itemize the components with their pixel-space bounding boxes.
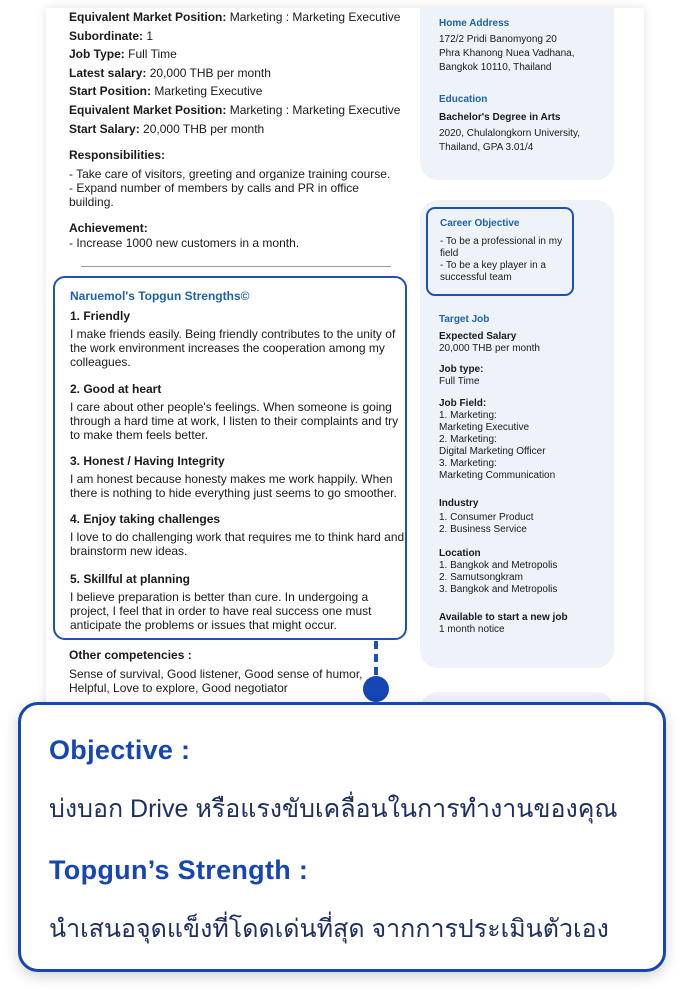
- job-type: Full Time: [439, 376, 480, 387]
- job-field-line: 1. Marketing:: [439, 410, 497, 421]
- education-title: Education: [439, 94, 488, 105]
- strength-heading: 4. Enjoy taking challenges: [70, 512, 221, 526]
- connector-dot: [363, 676, 389, 702]
- expected-salary-label: Expected Salary: [439, 331, 517, 342]
- strength-text: I care about other people's feelings. When someone is going through a hard time at work, I listen to their complaints and try to make them feels better.: [70, 400, 399, 442]
- strengths-title: Naruemol's Topgun Strengths©: [70, 289, 250, 303]
- location-label: Location: [439, 548, 481, 559]
- strength-item: [70, 454, 406, 500]
- entry-row: Equivalent Market Position: Marketing : Marketing Executive: [69, 102, 401, 117]
- strength-heading: 5. Skillful at planning: [70, 572, 191, 586]
- address-line: 172/2 Pridi Banomyong 20: [439, 34, 557, 45]
- job-field-line: Marketing Communication: [439, 470, 556, 481]
- strength-title: Topgun’s Strength :: [49, 855, 309, 885]
- connector-line: [374, 641, 378, 677]
- entry-row: Start Salary: 20,000 THB per month: [69, 121, 265, 136]
- job-field-label: Job Field:: [439, 398, 487, 409]
- location-line: 1. Bangkok and Metropolis: [439, 560, 558, 571]
- education-line: Thailand, GPA 3.01/4: [439, 142, 534, 153]
- strength-item: [70, 382, 406, 442]
- job-type-label: Job type:: [439, 364, 484, 375]
- home-address: [439, 17, 609, 75]
- industry-label: Industry: [439, 498, 479, 509]
- strength-text: นำเสนอจุดแข็งที่โดดเด่นที่สุด จากการประเมินตัวเอง: [49, 915, 609, 943]
- target-job-title: Target Job: [439, 314, 490, 325]
- available-notice: 1 month notice: [439, 624, 505, 635]
- address-line: Phra Khanong Nuea Vadhana,: [439, 48, 575, 59]
- education-degree: Bachelor's Degree in Arts: [439, 112, 561, 123]
- career-objective-line: - To be a professional in my field: [440, 236, 563, 259]
- job-field-line: Digital Marketing Officer: [439, 446, 546, 457]
- career-objective-title: Career Objective: [440, 218, 520, 229]
- strength-text: I make friends easily. Being friendly contributes to the unity of the work environment increases the cooperation among my colleagues.: [70, 327, 396, 369]
- strength-text: I love to do challenging work that requires me to think hard and brainstorm new ideas.: [70, 530, 405, 558]
- strength-text: I believe preparation is better than cure. In undergoing a project, I feel that in order to have real success one must anticipate the problems or issues that might occur.: [70, 590, 372, 632]
- section-divider: [81, 266, 391, 267]
- other-competencies-text: Sense of survival, Good listener, Good sense of humor, Helpful, Love to explore, Good negotiator: [69, 667, 363, 695]
- strength-heading: 3. Honest / Having Integrity: [70, 454, 225, 468]
- expected-salary: 20,000 THB per month: [439, 343, 540, 354]
- available-label: Available to start a new job: [439, 612, 568, 623]
- other-competencies: [69, 648, 399, 695]
- strength-text: I am honest because honesty makes me work happily. When there is nothing to hide everything just seems to go smoother.: [70, 472, 397, 500]
- job-field-line: 3. Marketing:: [439, 458, 497, 469]
- entry-row: Equivalent Market Position: Marketing : Marketing Executive: [69, 10, 401, 24]
- other-competencies-title: Other competencies :: [69, 648, 192, 662]
- job-field-line: 2. Marketing:: [439, 434, 497, 445]
- education-line: 2020, Chulalongkorn University,: [439, 128, 581, 139]
- entry-row: Start Position: Marketing Executive: [69, 84, 263, 99]
- strength-item: [70, 512, 406, 558]
- industry-line: 1. Consumer Product: [439, 512, 534, 523]
- education: [439, 93, 609, 155]
- responsibilities-title: Responsibilities:: [69, 148, 166, 163]
- strength-heading: 2. Good at heart: [70, 382, 162, 396]
- strength-item: [70, 309, 406, 369]
- entry-row: Job Type: Full Time: [69, 47, 177, 62]
- career-objective-box: [426, 207, 574, 296]
- home-address-title: Home Address: [439, 18, 510, 29]
- strength-heading: 1. Friendly: [70, 309, 131, 323]
- location-line: 3. Bangkok and Metropolis: [439, 584, 558, 595]
- objective-text: บ่งบอก Drive หรือแรงขับเคลื่อนในการทำงานของคุณ: [49, 795, 618, 823]
- entry-row: Latest salary: 20,000 THB per month: [69, 65, 271, 80]
- topgun-strengths-box: [53, 276, 407, 640]
- strength-item: [70, 572, 406, 632]
- location-line: 2. Samutsongkram: [439, 572, 523, 583]
- objective-title: Objective :: [49, 735, 191, 765]
- industry-line: 2. Business Service: [439, 524, 527, 535]
- achievement-text: - Increase 1000 new customers in a month.: [69, 236, 300, 251]
- entry-row: Subordinate: 1: [69, 28, 154, 43]
- work-history: [69, 12, 399, 250]
- career-objective-line: - To be a key player in a successful team: [440, 260, 546, 283]
- job-field-line: Marketing Executive: [439, 422, 530, 433]
- responsibility-item: - Take care of visitors, greeting and organize training course.: [69, 166, 391, 181]
- address-line: Bangkok 10110, Thailand: [439, 62, 552, 73]
- achievement-title: Achievement:: [69, 220, 148, 235]
- explanation-callout: [18, 702, 666, 972]
- responsibility-item: - Expand number of members by calls and PR in office building.: [69, 180, 359, 209]
- target-job: [439, 314, 609, 636]
